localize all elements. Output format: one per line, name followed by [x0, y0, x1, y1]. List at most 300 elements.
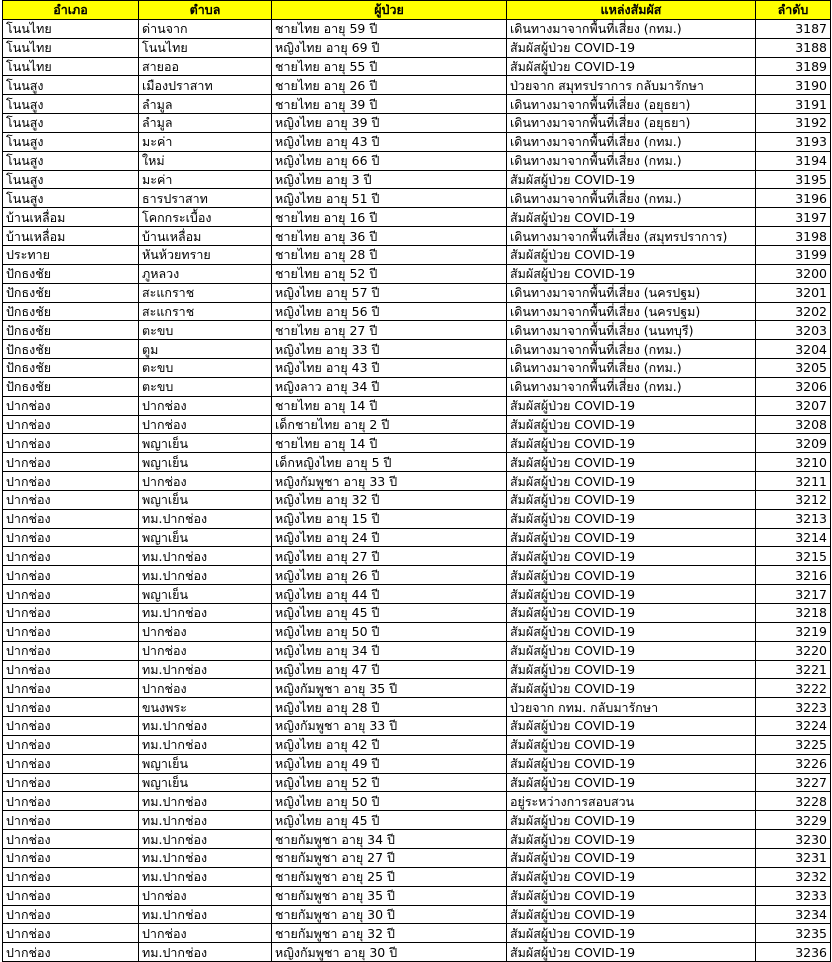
cell-order: 3234 [756, 905, 831, 924]
cell-source: สัมผัสผู้ป่วย COVID-19 [507, 773, 756, 792]
cell-patient: ชายไทย อายุ 39 ปี [272, 95, 507, 114]
cell-source: สัมผัสผู้ป่วย COVID-19 [507, 641, 756, 660]
cell-order: 3207 [756, 396, 831, 415]
cell-subdistrict: ทม.ปากช่อง [139, 735, 272, 754]
table-row [3, 189, 831, 208]
cell-district: ปากช่อง [3, 867, 139, 886]
table-body [3, 19, 831, 961]
cell-order: 3205 [756, 359, 831, 378]
cell-order: 3187 [756, 19, 831, 38]
cell-order: 3202 [756, 302, 831, 321]
cell-district: ปากช่อง [3, 698, 139, 717]
cell-patient: เด็กหญิงไทย อายุ 5 ปี [272, 453, 507, 472]
cell-district: โนนสูง [3, 95, 139, 114]
cell-order: 3223 [756, 698, 831, 717]
table-row [3, 905, 831, 924]
cell-order: 3200 [756, 264, 831, 283]
cell-patient: หญิงไทย อายุ 28 ปี [272, 698, 507, 717]
cell-patient: ชายกัมพูชา อายุ 35 ปี [272, 886, 507, 905]
cell-patient: หญิงไทย อายุ 47 ปี [272, 660, 507, 679]
cell-subdistrict: โคกกระเบื้อง [139, 208, 272, 227]
cell-district: ประทาย [3, 245, 139, 264]
cell-subdistrict: สะแกราช [139, 283, 272, 302]
cell-district: ปากช่อง [3, 943, 139, 962]
table-row [3, 660, 831, 679]
table-row [3, 509, 831, 528]
cell-patient: หญิงไทย อายุ 43 ปี [272, 359, 507, 378]
cell-district: โนนไทย [3, 57, 139, 76]
cell-order: 3219 [756, 622, 831, 641]
cell-subdistrict: หันห้วยทราย [139, 245, 272, 264]
table-row [3, 472, 831, 491]
cell-subdistrict: ขนงพระ [139, 698, 272, 717]
table-row [3, 528, 831, 547]
cell-district: ปากช่อง [3, 773, 139, 792]
cell-patient: หญิงลาว อายุ 34 ปี [272, 377, 507, 396]
table-row [3, 264, 831, 283]
cell-subdistrict: ปากช่อง [139, 415, 272, 434]
cell-district: ปากช่อง [3, 396, 139, 415]
cell-district: โนนสูง [3, 189, 139, 208]
cell-source: สัมผัสผู้ป่วย COVID-19 [507, 886, 756, 905]
table-row [3, 38, 831, 57]
cell-district: ปักธงชัย [3, 302, 139, 321]
table-row [3, 547, 831, 566]
cell-patient: ชายไทย อายุ 26 ปี [272, 76, 507, 95]
cell-source: สัมผัสผู้ป่วย COVID-19 [507, 735, 756, 754]
cell-source: สัมผัสผู้ป่วย COVID-19 [507, 660, 756, 679]
cell-patient: ชายกัมพูชา อายุ 32 ปี [272, 924, 507, 943]
cell-patient: หญิงไทย อายุ 49 ปี [272, 754, 507, 773]
cell-order: 3204 [756, 340, 831, 359]
table-row [3, 453, 831, 472]
cell-source: ป่วยจาก กทม. กลับมารักษา [507, 698, 756, 717]
table-row [3, 321, 831, 340]
cell-order: 3197 [756, 208, 831, 227]
cell-subdistrict: ตะขบ [139, 321, 272, 340]
cell-subdistrict: ทม.ปากช่อง [139, 509, 272, 528]
cell-patient: หญิงไทย อายุ 57 ปี [272, 283, 507, 302]
cell-subdistrict: สะแกราช [139, 302, 272, 321]
cell-district: โนนสูง [3, 132, 139, 151]
cell-order: 3228 [756, 792, 831, 811]
cell-patient: หญิงไทย อายุ 56 ปี [272, 302, 507, 321]
cell-order: 3210 [756, 453, 831, 472]
cell-subdistrict: ลำมูล [139, 95, 272, 114]
cell-order: 3190 [756, 76, 831, 95]
cell-subdistrict: ทม.ปากช่อง [139, 905, 272, 924]
cell-patient: หญิงกัมพูชา อายุ 33 ปี [272, 472, 507, 491]
cell-district: ปักธงชัย [3, 264, 139, 283]
cell-district: ปากช่อง [3, 735, 139, 754]
cell-district: ปากช่อง [3, 679, 139, 698]
cell-source: สัมผัสผู้ป่วย COVID-19 [507, 754, 756, 773]
table-row [3, 340, 831, 359]
cell-patient: หญิงไทย อายุ 27 ปี [272, 547, 507, 566]
table-row [3, 943, 831, 962]
cell-district: ปากช่อง [3, 509, 139, 528]
cell-source: สัมผัสผู้ป่วย COVID-19 [507, 528, 756, 547]
table-row [3, 641, 831, 660]
cell-order: 3221 [756, 660, 831, 679]
cell-subdistrict: ทม.ปากช่อง [139, 811, 272, 830]
table-row [3, 57, 831, 76]
cell-district: ปากช่อง [3, 585, 139, 604]
cell-subdistrict: พญาเย็น [139, 585, 272, 604]
table-row [3, 735, 831, 754]
cell-patient: หญิงกัมพูชา อายุ 30 ปี [272, 943, 507, 962]
cell-order: 3224 [756, 717, 831, 736]
cell-patient: หญิงไทย อายุ 50 ปี [272, 792, 507, 811]
cell-district: โนนสูง [3, 151, 139, 170]
cell-subdistrict: ทม.ปากช่อง [139, 604, 272, 623]
table-row [3, 848, 831, 867]
header-order: ลำดับ [756, 1, 831, 20]
cell-district: ปากช่อง [3, 434, 139, 453]
cell-subdistrict: บ้านเหลื่อม [139, 227, 272, 246]
cell-patient: เด็กชายไทย อายุ 2 ปี [272, 415, 507, 434]
cell-subdistrict: ตะขบ [139, 377, 272, 396]
table-row [3, 208, 831, 227]
cell-source: สัมผัสผู้ป่วย COVID-19 [507, 434, 756, 453]
cell-source: สัมผัสผู้ป่วย COVID-19 [507, 264, 756, 283]
cell-order: 3220 [756, 641, 831, 660]
table-row [3, 114, 831, 133]
cell-district: โนนสูง [3, 170, 139, 189]
cell-order: 3211 [756, 472, 831, 491]
cell-order: 3230 [756, 830, 831, 849]
cell-patient: ชายไทย อายุ 59 ปี [272, 19, 507, 38]
cell-source: เดินทางมาจากพื้นที่เสี่ยง (กทม.) [507, 340, 756, 359]
cell-subdistrict: ตูม [139, 340, 272, 359]
header-patient: ผู้ป่วย [272, 1, 507, 20]
cell-subdistrict: พญาเย็น [139, 528, 272, 547]
table-row [3, 396, 831, 415]
cell-subdistrict: มะค่า [139, 170, 272, 189]
cell-district: บ้านเหลื่อม [3, 208, 139, 227]
cell-district: ปักธงชัย [3, 283, 139, 302]
cell-district: ปักธงชัย [3, 321, 139, 340]
cell-subdistrict: ลำมูล [139, 114, 272, 133]
cell-source: สัมผัสผู้ป่วย COVID-19 [507, 415, 756, 434]
cell-district: ปากช่อง [3, 660, 139, 679]
table-row [3, 434, 831, 453]
cell-patient: หญิงไทย อายุ 33 ปี [272, 340, 507, 359]
cell-district: ปากช่อง [3, 754, 139, 773]
cell-subdistrict: ทม.ปากช่อง [139, 547, 272, 566]
table-row [3, 302, 831, 321]
cell-patient: ชายไทย อายุ 36 ปี [272, 227, 507, 246]
table-row [3, 415, 831, 434]
cell-source: สัมผัสผู้ป่วย COVID-19 [507, 170, 756, 189]
cell-subdistrict: ปากช่อง [139, 924, 272, 943]
cell-subdistrict: ใหม่ [139, 151, 272, 170]
cell-source: สัมผัสผู้ป่วย COVID-19 [507, 472, 756, 491]
cell-district: ปากช่อง [3, 604, 139, 623]
table-row [3, 76, 831, 95]
cell-subdistrict: โนนไทย [139, 38, 272, 57]
cell-subdistrict: พญาเย็น [139, 490, 272, 509]
cell-source: เดินทางมาจากพื้นที่เสี่ยง (นนทบุรี) [507, 321, 756, 340]
cell-district: โนนไทย [3, 38, 139, 57]
cell-order: 3213 [756, 509, 831, 528]
cell-patient: หญิงกัมพูชา อายุ 35 ปี [272, 679, 507, 698]
cell-patient: หญิงไทย อายุ 39 ปี [272, 114, 507, 133]
cell-source: เดินทางมาจากพื้นที่เสี่ยง (กทม.) [507, 151, 756, 170]
cell-patient: หญิงไทย อายุ 43 ปี [272, 132, 507, 151]
case-table [2, 0, 831, 962]
cell-subdistrict: ทม.ปากช่อง [139, 660, 272, 679]
cell-order: 3208 [756, 415, 831, 434]
table-row [3, 283, 831, 302]
table-row [3, 886, 831, 905]
cell-subdistrict: พญาเย็น [139, 773, 272, 792]
cell-source: สัมผัสผู้ป่วย COVID-19 [507, 585, 756, 604]
cell-subdistrict: ธารปราสาท [139, 189, 272, 208]
table-row [3, 679, 831, 698]
cell-source: อยู่ระหว่างการสอบสวน [507, 792, 756, 811]
cell-order: 3212 [756, 490, 831, 509]
cell-district: ปากช่อง [3, 453, 139, 472]
table-row [3, 622, 831, 641]
cell-source: สัมผัสผู้ป่วย COVID-19 [507, 453, 756, 472]
cell-source: สัมผัสผู้ป่วย COVID-19 [507, 547, 756, 566]
table-header [3, 1, 831, 20]
cell-subdistrict: ทม.ปากช่อง [139, 848, 272, 867]
cell-subdistrict: สายออ [139, 57, 272, 76]
cell-patient: ชายไทย อายุ 14 ปี [272, 396, 507, 415]
cell-subdistrict: ทม.ปากช่อง [139, 792, 272, 811]
cell-patient: ชายกัมพูชา อายุ 27 ปี [272, 848, 507, 867]
table-row [3, 566, 831, 585]
table-row [3, 95, 831, 114]
cell-patient: หญิงกัมพูชา อายุ 33 ปี [272, 717, 507, 736]
cell-patient: หญิงไทย อายุ 51 ปี [272, 189, 507, 208]
cell-order: 3217 [756, 585, 831, 604]
cell-district: ปากช่อง [3, 641, 139, 660]
cell-subdistrict: ปากช่อง [139, 679, 272, 698]
cell-subdistrict: ทม.ปากช่อง [139, 867, 272, 886]
table-row [3, 773, 831, 792]
cell-subdistrict: ปากช่อง [139, 641, 272, 660]
cell-source: สัมผัสผู้ป่วย COVID-19 [507, 509, 756, 528]
cell-patient: ชายไทย อายุ 28 ปี [272, 245, 507, 264]
cell-order: 3222 [756, 679, 831, 698]
cell-subdistrict: เมืองปราสาท [139, 76, 272, 95]
cell-district: ปากช่อง [3, 528, 139, 547]
cell-source: เดินทางมาจากพื้นที่เสี่ยง (นครปฐม) [507, 283, 756, 302]
cell-order: 3231 [756, 848, 831, 867]
cell-order: 3201 [756, 283, 831, 302]
cell-subdistrict: ปากช่อง [139, 622, 272, 641]
cell-subdistrict: พญาเย็น [139, 434, 272, 453]
cell-patient: หญิงไทย อายุ 42 ปี [272, 735, 507, 754]
cell-district: ปากช่อง [3, 717, 139, 736]
cell-order: 3189 [756, 57, 831, 76]
cell-patient: หญิงไทย อายุ 66 ปี [272, 151, 507, 170]
cell-source: สัมผัสผู้ป่วย COVID-19 [507, 924, 756, 943]
cell-district: บ้านเหลื่อม [3, 227, 139, 246]
cell-order: 3226 [756, 754, 831, 773]
cell-subdistrict: ภูหลวง [139, 264, 272, 283]
cell-patient: หญิงไทย อายุ 69 ปี [272, 38, 507, 57]
cell-district: ปากช่อง [3, 792, 139, 811]
cell-order: 3188 [756, 38, 831, 57]
cell-source: เดินทางมาจากพื้นที่เสี่ยง (กทม.) [507, 132, 756, 151]
cell-subdistrict: พญาเย็น [139, 453, 272, 472]
table-row [3, 792, 831, 811]
cell-order: 3194 [756, 151, 831, 170]
cell-patient: ชายไทย อายุ 27 ปี [272, 321, 507, 340]
cell-subdistrict: ปากช่อง [139, 472, 272, 491]
cell-source: สัมผัสผู้ป่วย COVID-19 [507, 566, 756, 585]
cell-patient: หญิงไทย อายุ 24 ปี [272, 528, 507, 547]
cell-source: สัมผัสผู้ป่วย COVID-19 [507, 943, 756, 962]
cell-subdistrict: มะค่า [139, 132, 272, 151]
cell-district: ปากช่อง [3, 566, 139, 585]
table-row [3, 924, 831, 943]
cell-patient: ชายกัมพูชา อายุ 30 ปี [272, 905, 507, 924]
cell-patient: หญิงไทย อายุ 45 ปี [272, 604, 507, 623]
cell-source: ป่วยจาก สมุทรปราการ กลับมารักษา [507, 76, 756, 95]
cell-source: เดินทางมาจากพื้นที่เสี่ยง (นครปฐม) [507, 302, 756, 321]
table-row [3, 19, 831, 38]
cell-district: ปากช่อง [3, 472, 139, 491]
cell-order: 3206 [756, 377, 831, 396]
cell-district: ปากช่อง [3, 830, 139, 849]
header-district: อำเภอ [3, 1, 139, 20]
cell-district: ปักธงชัย [3, 359, 139, 378]
table-row [3, 377, 831, 396]
cell-source: สัมผัสผู้ป่วย COVID-19 [507, 867, 756, 886]
cell-source: สัมผัสผู้ป่วย COVID-19 [507, 396, 756, 415]
table-row [3, 359, 831, 378]
header-source: แหล่งสัมผัส [507, 1, 756, 20]
cell-patient: หญิงไทย อายุ 26 ปี [272, 566, 507, 585]
cell-patient: หญิงไทย อายุ 44 ปี [272, 585, 507, 604]
cell-patient: ชายไทย อายุ 14 ปี [272, 434, 507, 453]
header-subdistrict: ตำบล [139, 1, 272, 20]
cell-subdistrict: ทม.ปากช่อง [139, 943, 272, 962]
cell-source: เดินทางมาจากพื้นที่เสี่ยง (กทม.) [507, 189, 756, 208]
table-row [3, 754, 831, 773]
cell-subdistrict: พญาเย็น [139, 754, 272, 773]
cell-patient: หญิงไทย อายุ 52 ปี [272, 773, 507, 792]
cell-order: 3203 [756, 321, 831, 340]
table-row [3, 830, 831, 849]
table-row [3, 490, 831, 509]
table-row [3, 151, 831, 170]
cell-source: เดินทางมาจากพื้นที่เสี่ยง (กทม.) [507, 19, 756, 38]
table-row [3, 585, 831, 604]
cell-subdistrict: ทม.ปากช่อง [139, 830, 272, 849]
cell-source: สัมผัสผู้ป่วย COVID-19 [507, 245, 756, 264]
cell-subdistrict: ปากช่อง [139, 886, 272, 905]
cell-district: โนนไทย [3, 19, 139, 38]
table-row [3, 698, 831, 717]
cell-source: สัมผัสผู้ป่วย COVID-19 [507, 490, 756, 509]
table-row [3, 867, 831, 886]
cell-order: 3227 [756, 773, 831, 792]
cell-source: สัมผัสผู้ป่วย COVID-19 [507, 208, 756, 227]
cell-source: สัมผัสผู้ป่วย COVID-19 [507, 38, 756, 57]
cell-subdistrict: ทม.ปากช่อง [139, 717, 272, 736]
cell-order: 3229 [756, 811, 831, 830]
cell-patient: ชายไทย อายุ 52 ปี [272, 264, 507, 283]
cell-source: เดินทางมาจากพื้นที่เสี่ยง (อยุธยา) [507, 95, 756, 114]
cell-source: สัมผัสผู้ป่วย COVID-19 [507, 622, 756, 641]
cell-district: ปากช่อง [3, 886, 139, 905]
cell-district: ปักธงชัย [3, 340, 139, 359]
cell-order: 3214 [756, 528, 831, 547]
cell-source: สัมผัสผู้ป่วย COVID-19 [507, 848, 756, 867]
cell-district: ปากช่อง [3, 905, 139, 924]
cell-patient: หญิงไทย อายุ 50 ปี [272, 622, 507, 641]
cell-source: สัมผัสผู้ป่วย COVID-19 [507, 717, 756, 736]
cell-source: สัมผัสผู้ป่วย COVID-19 [507, 679, 756, 698]
cell-source: สัมผัสผู้ป่วย COVID-19 [507, 905, 756, 924]
cell-district: โนนสูง [3, 76, 139, 95]
cell-subdistrict: ตะขบ [139, 359, 272, 378]
cell-source: เดินทางมาจากพื้นที่เสี่ยง (กทม.) [507, 359, 756, 378]
table-row [3, 227, 831, 246]
cell-district: ปักธงชัย [3, 377, 139, 396]
cell-patient: ชายไทย อายุ 16 ปี [272, 208, 507, 227]
cell-district: ปากช่อง [3, 622, 139, 641]
table-row [3, 132, 831, 151]
cell-order: 3216 [756, 566, 831, 585]
cell-order: 3193 [756, 132, 831, 151]
cell-subdistrict: ปากช่อง [139, 396, 272, 415]
cell-source: สัมผัสผู้ป่วย COVID-19 [507, 830, 756, 849]
table-row [3, 170, 831, 189]
cell-order: 3215 [756, 547, 831, 566]
cell-order: 3235 [756, 924, 831, 943]
table-row [3, 604, 831, 623]
table-row [3, 717, 831, 736]
cell-order: 3225 [756, 735, 831, 754]
cell-patient: หญิงไทย อายุ 34 ปี [272, 641, 507, 660]
cell-district: โนนสูง [3, 114, 139, 133]
cell-order: 3196 [756, 189, 831, 208]
cell-subdistrict: ด่านจาก [139, 19, 272, 38]
cell-order: 3198 [756, 227, 831, 246]
cell-patient: หญิงไทย อายุ 3 ปี [272, 170, 507, 189]
cell-patient: หญิงไทย อายุ 32 ปี [272, 490, 507, 509]
cell-patient: ชายไทย อายุ 55 ปี [272, 57, 507, 76]
cell-district: ปากช่อง [3, 547, 139, 566]
cell-order: 3233 [756, 886, 831, 905]
cell-order: 3232 [756, 867, 831, 886]
cell-source: เดินทางมาจากพื้นที่เสี่ยง (สมุทรปราการ) [507, 227, 756, 246]
cell-patient: หญิงไทย อายุ 15 ปี [272, 509, 507, 528]
cell-order: 3195 [756, 170, 831, 189]
cell-order: 3236 [756, 943, 831, 962]
cell-district: ปากช่อง [3, 811, 139, 830]
cell-patient: ชายกัมพูชา อายุ 34 ปี [272, 830, 507, 849]
cell-district: ปากช่อง [3, 490, 139, 509]
cell-district: ปากช่อง [3, 415, 139, 434]
cell-patient: หญิงไทย อายุ 45 ปี [272, 811, 507, 830]
cell-patient: ชายกัมพูชา อายุ 25 ปี [272, 867, 507, 886]
cell-order: 3209 [756, 434, 831, 453]
cell-subdistrict: ทม.ปากช่อง [139, 566, 272, 585]
cell-source: สัมผัสผู้ป่วย COVID-19 [507, 604, 756, 623]
cell-district: ปากช่อง [3, 924, 139, 943]
cell-source: เดินทางมาจากพื้นที่เสี่ยง (อยุธยา) [507, 114, 756, 133]
cell-order: 3192 [756, 114, 831, 133]
cell-source: สัมผัสผู้ป่วย COVID-19 [507, 57, 756, 76]
